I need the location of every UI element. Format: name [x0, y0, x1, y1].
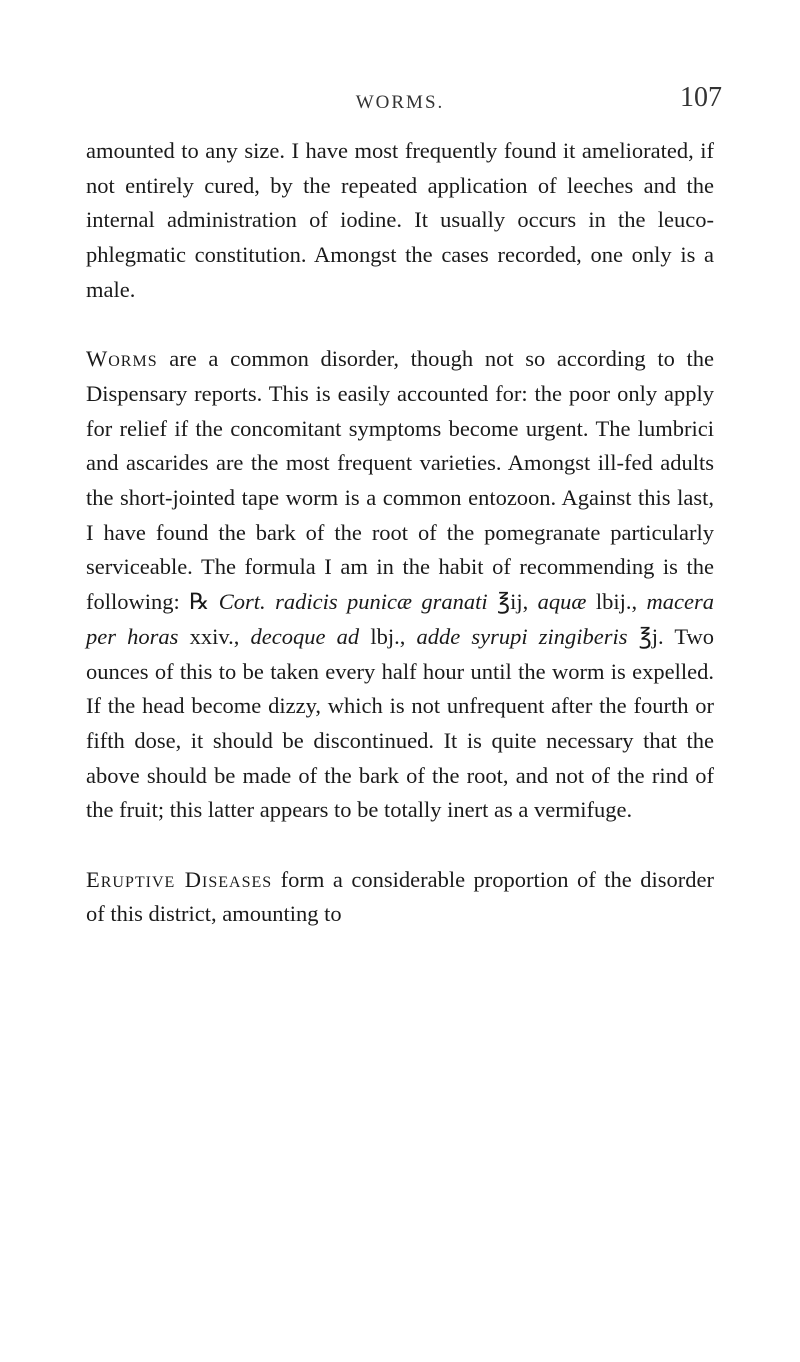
text-run: form a considerable proportion of the disorder of this district, amounting to [86, 866, 714, 927]
text-run: lbj., [359, 623, 417, 649]
page-number: 107 [680, 82, 722, 113]
latin-run: macera per horas [86, 589, 714, 649]
section-lead-worms: Worms [86, 346, 158, 372]
paragraph-worms [86, 342, 714, 828]
running-head [86, 82, 722, 122]
body-text [86, 134, 714, 932]
paragraph-eruptive-diseases [86, 863, 714, 932]
latin-run: adde syrupi zingiberis [416, 623, 628, 649]
text-run: are a common disorder, though not so according to the Dispensary reports. This is easily accounted for: the poor only apply for relief if the concomitant symptoms become urgent. The lumbrici and ascarides are the most frequent varieties. Amongst ill-fed adults the short-jointed tape worm is a common entozoon. Against this last, I have found the bark of the root of the pomegranate particularly serviceable. The formula I am in the habit of recommending is the following: ℞ [86, 346, 714, 615]
section-lead-eruptive-diseases: Eruptive Diseases [86, 866, 273, 892]
paragraph-goitre-continuation: amounted to any size. I have most frequently found it ameliorated, if not entirely cured, by the repeated application of leeches and the internal administration of iodine. It usually occurs in the leuco-phlegmatic constitution. Amongst the cases recorded, one only is a male. [86, 138, 714, 302]
running-title: WORMS. [355, 92, 445, 113]
latin-run: aquæ [537, 589, 587, 615]
latin-run: decoque ad [250, 623, 360, 649]
latin-run: Cort. radicis punicæ granati [218, 589, 488, 615]
text-run: ℥j. Two ounces of this to be taken every half hour until the worm is expelled. If the head become dizzy, which is not unfrequent after the fourth or fifth dose, it should be discontinued. It is quite necessary that the above should be made of the bark of the root, and not of the rind of the fruit; this latter appears to be totally inert as a vermifuge. [86, 623, 714, 823]
text-run: lbij., [586, 589, 647, 615]
text-run: xxiv., [178, 623, 251, 649]
text-run: ℥ij, [487, 589, 538, 615]
